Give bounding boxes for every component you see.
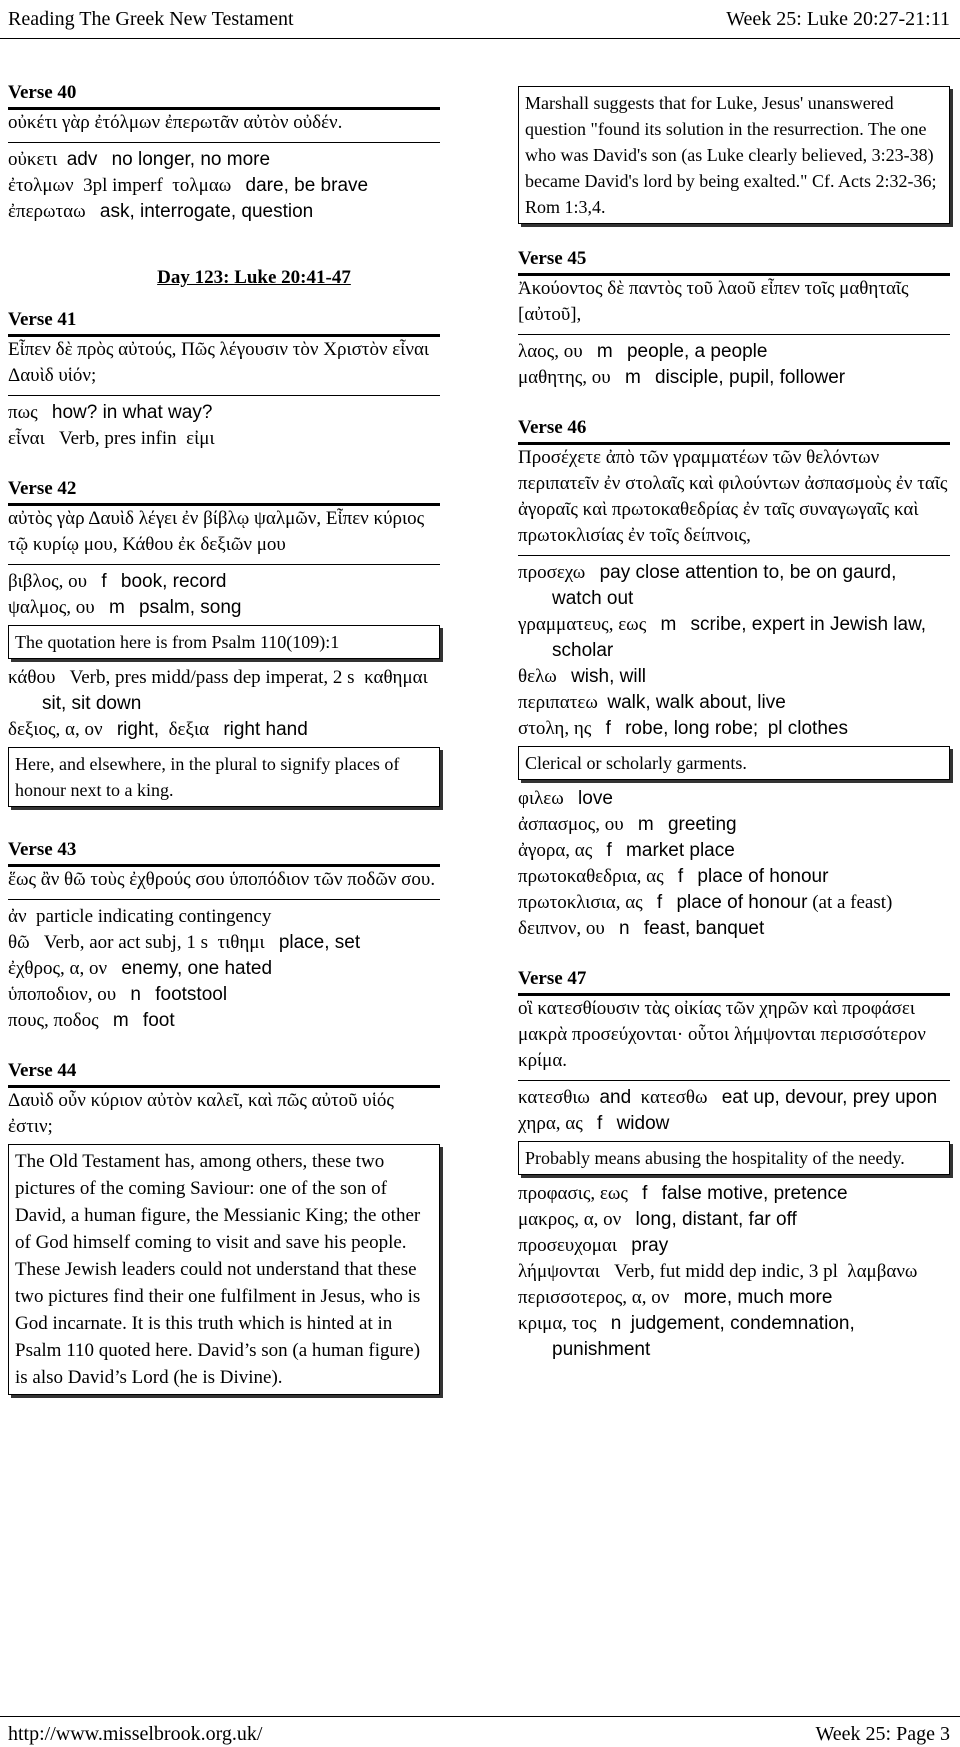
note-box: The Old Testament has, among others, these two pictures of the coming Saviour: one of the son of David, a human figure, the Messianic King; the other of God himself coming to visit and save his people. These Jewish leaders could not understand that these two pictures find their one fulfilment in Jesus, who is God incarnate. It is this truth which is hinted at in Psalm 110 quoted here. David’s son (a human figure) is also David’s Lord (he is Divine). [8, 1144, 440, 1395]
note-box: Probably means abusing the hospitality of the needy. [518, 1141, 950, 1175]
vocab-entry: λήμψονται Verb, fut midd dep indic, 3 pl λαμβανω [518, 1261, 918, 1282]
vocab-entry: χηρα, ας f widow [518, 1113, 670, 1134]
vocab-entry: βιβλος, ου f book, record [8, 571, 227, 592]
verse-heading: Verse 46 [518, 415, 950, 445]
greek-text: ἕως ἂν θῶ τοὺς ἐχθρούς σου ὑποπόδιον τῶν ποδῶν σου. [8, 869, 436, 890]
vocab-entry: ψαλμος, ου m psalm, song [8, 597, 242, 618]
page-footer [0, 1716, 960, 1747]
vocab-entry: θῶ Verb, aor act subj, 1 s τιθημι place, set [8, 932, 361, 953]
greek-text: αὐτὸς γὰρ Δαυὶδ λέγει ἐν βίβλῳ ψαλμῶν, Εἶπεν κύριος τῷ κυρίῳ μου, Κάθου ἐκ δεξιῶν μου [8, 508, 425, 555]
day-heading: Day 123: Luke 20:41-47 [157, 267, 351, 288]
vocab-entry: προσευχομαι pray [518, 1235, 669, 1256]
note-box: Marshall suggests that for Luke, Jesus' unanswered question "found its solution in the resurrection. The one who was David's son (as Luke clearly believed, 3:23-38) became David's lord by being exalted." Cf. Acts 2:32-36; Rom 1:3,4. [518, 86, 950, 224]
vocab-entry: πως how? in what way? [8, 402, 213, 423]
vocab-entry: κατεσθιω and κατεσθω eat up, devour, prey upon [518, 1087, 938, 1108]
divider [8, 564, 440, 565]
verse-heading: Verse 43 [8, 837, 440, 867]
greek-text: οἳ κατεσθίουσιν τὰς οἰκίας τῶν χηρῶν καὶ προφάσει μακρὰ προσεύχονται· οὗτοι λήμψονται περισσότερον κρίμα. [518, 998, 926, 1071]
note-box: Clerical or scholarly garments. [518, 746, 950, 780]
footer-page-number: Week 25: Page 3 [815, 1723, 950, 1745]
vocab-entry: κριμα, τος n judgement, condemnation, punishment [518, 1313, 855, 1360]
vocab-entry: γραμματευς, εως m scribe, expert in Jewish law, scholar [518, 614, 927, 661]
left-column [8, 80, 440, 1401]
verse-heading: Verse 47 [518, 966, 950, 996]
right-column [518, 80, 950, 1363]
vocab-entry: κάθου Verb, pres midd/pass dep imperat, 2 s καθημαι sit, sit down [8, 667, 428, 714]
verse-heading: Verse 45 [518, 246, 950, 276]
vocab-entry: δεξιος, α, ον right, δεξια right hand [8, 719, 308, 740]
verse-heading: Verse 40 [8, 80, 440, 110]
divider [8, 395, 440, 396]
vocab-entry: μαθητης, ου m disciple, pupil, follower [518, 367, 846, 388]
divider [8, 142, 440, 143]
greek-text: Εἶπεν δὲ πρὸς αὐτούς, Πῶς λέγουσιν τὸν Χριστὸν εἶναι Δαυὶδ υἱόν; [8, 339, 430, 386]
vocab-entry: πους, ποδος m foot [8, 1010, 175, 1031]
header-title: Reading The Greek New Testament [8, 8, 294, 30]
divider [8, 899, 440, 900]
vocab-entry: στολη, ης f robe, long robe; pl clothes [518, 718, 848, 739]
header-week: Week 25: Luke 20:27-21:11 [726, 8, 950, 30]
note-box: The quotation here is from Psalm 110(109):1 [8, 625, 440, 659]
vocab-entry: περιπατεω walk, walk about, live [518, 692, 786, 713]
vocab-entry: ἐχθρος, α, ον enemy, one hated [8, 958, 273, 979]
footer-link[interactable]: http://www.misselbrook.org.uk/ [8, 1723, 263, 1745]
vocab-entry: ὑποποδιον, ου n footstool [8, 984, 228, 1005]
divider [518, 334, 950, 335]
verse-heading: Verse 42 [8, 476, 440, 506]
greek-text: Δαυὶδ οὖν κύριον αὐτὸν καλεῖ, καὶ πῶς αὐτοῦ υἱός ἐστιν; [8, 1090, 394, 1137]
vocab-entry: ἀν particle indicating contingency [8, 906, 272, 927]
greek-text: Ἀκούοντος δὲ παντὸς τοῦ λαοῦ εἶπεν τοῖς μαθηταῖς [αὐτοῦ], [518, 278, 909, 325]
page-header [0, 0, 960, 39]
verse-heading: Verse 41 [8, 307, 440, 337]
greek-text: οὐκέτι γὰρ ἐτόλμων ἐπερωτᾶν αὐτὸν οὐδέν. [8, 112, 343, 133]
vocab-entry: φιλεω love [518, 788, 613, 809]
vocab-entry: μακρος, α, ον long, distant, far off [518, 1209, 797, 1230]
vocab-entry: πρωτοκλισια, ας f place of honour (at a feast) [518, 892, 893, 913]
vocab-entry: ἐτολμων 3pl imperf τολμαω dare, be brave [8, 175, 369, 196]
divider [518, 555, 950, 556]
greek-text: Προσέχετε ἀπὸ τῶν γραμματέων τῶν θελόντων περιπατεῖν ἐν στολαῖς καὶ φιλούντων ἀσπασμοὺς ἐν ταῖς ἀγοραῖς καὶ πρωτοκαθεδρίας ἐν ταῖς συναγωγαῖς καὶ πρωτοκλισίας ἐν τοῖς δείπνοις, [518, 447, 948, 546]
vocab-entry: περισσοτερος, α, ον more, much more [518, 1287, 833, 1308]
note-box: Here, and elsewhere, in the plural to signify places of honour next to a king. [8, 747, 440, 807]
vocab-entry: ἐπερωταω ask, interrogate, question [8, 201, 314, 222]
vocab-entry: πρωτοκαθεδρια, ας f place of honour [518, 866, 829, 887]
vocab-entry: οὐκετι adv no longer, no more [8, 149, 271, 170]
vocab-entry: εἶναι Verb, pres infin εἰμι [8, 428, 215, 449]
vocab-entry: προφασις, εως f false motive, pretence [518, 1183, 848, 1204]
vocab-entry: δειπνον, ου n feast, banquet [518, 918, 765, 939]
vocab-entry: προσεχω pay close attention to, be on gaurd, watch out [518, 562, 897, 609]
vocab-entry: ἀσπασμος, ου m greeting [518, 814, 737, 835]
vocab-entry: λαος, ου m people, a people [518, 341, 768, 362]
vocab-entry: θελω wish, will [518, 666, 647, 687]
vocab-entry: ἀγορα, ας f market place [518, 840, 735, 861]
divider [518, 1080, 950, 1081]
verse-heading: Verse 44 [8, 1058, 440, 1088]
